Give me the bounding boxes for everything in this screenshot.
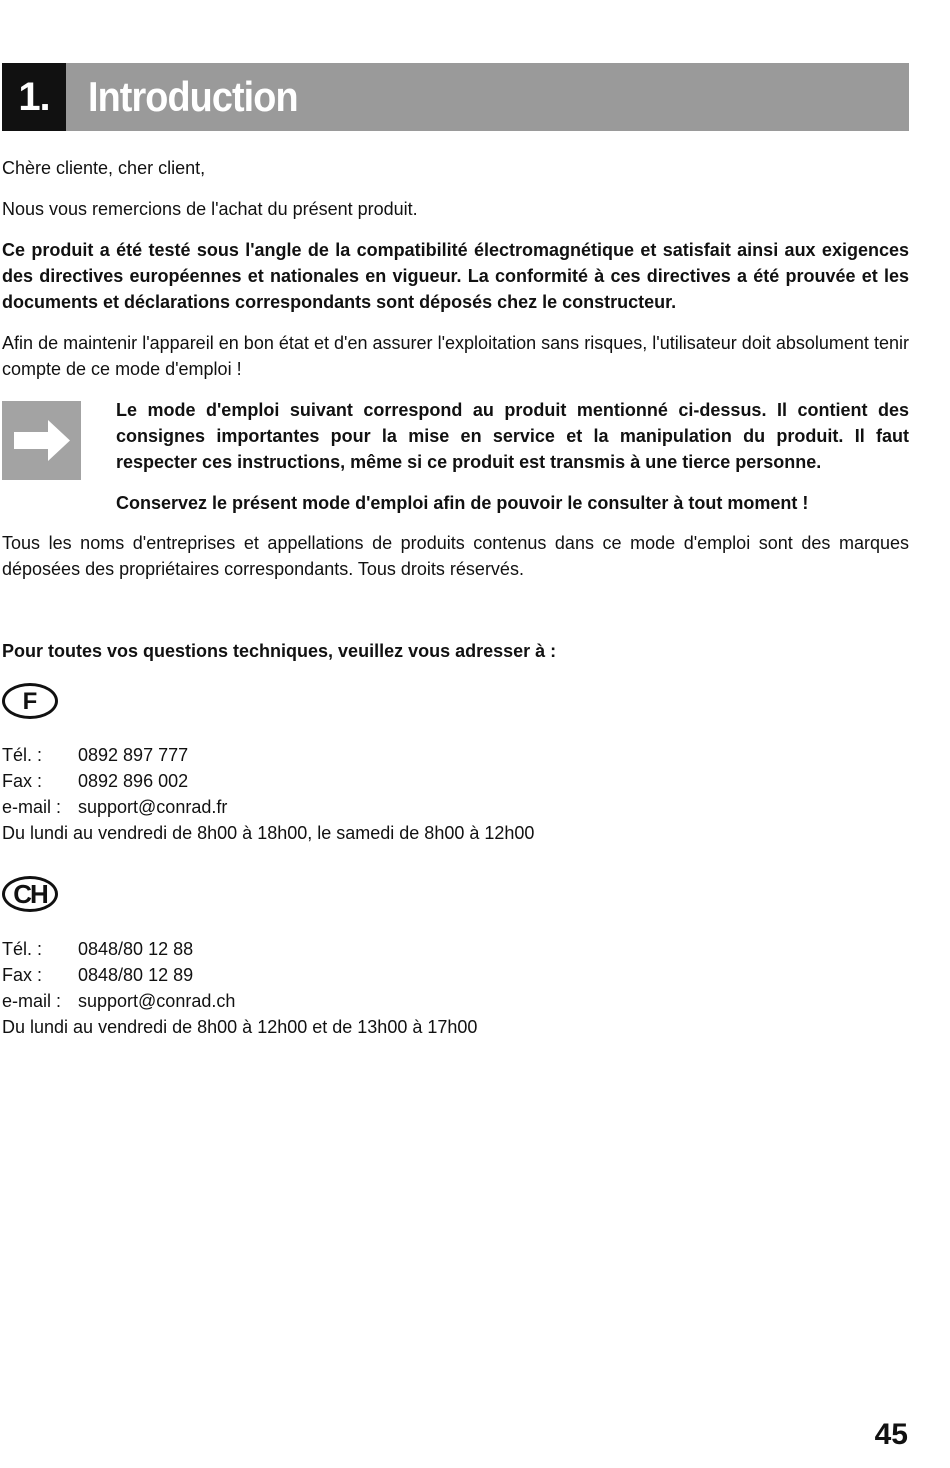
- trademarks-text: Tous les noms d'entreprises et appellations de produits contenus dans ce mode d'emploi sont des marques déposées des propriétaires correspondants. Tous droits réservés.: [2, 533, 909, 579]
- section-heading: [2, 63, 909, 131]
- fax-value: 0892 896 002: [78, 771, 189, 791]
- maintain-text: Afin de maintenir l'appareil en bon état et d'en assurer l'exploitation sans risques, l'utilisateur doit absolument tenir compte de ce mode d'emploi !: [2, 333, 909, 379]
- tel-value: 0848/80 12 88: [78, 939, 194, 959]
- email-value: support@conrad.fr: [78, 797, 228, 817]
- page-number: 45: [874, 1418, 908, 1451]
- hours-ch: Du lundi au vendredi de 8h00 à 12h00 et de 13h00 à 17h00: [2, 1017, 478, 1037]
- tel-label: Tél. :: [2, 939, 43, 959]
- fax-label: Fax :: [2, 771, 43, 791]
- compliance-text: Ce produit a été testé sous l'angle de la compatibilité électromagnétique et satisfait ainsi aux exigences des directives européennes et nationales en vigueur. La conformité à ces directives a été prouvée et les documents et déclarations correspondants sont déposés chez le constructeur.: [2, 240, 909, 312]
- email-value: support@conrad.ch: [78, 991, 236, 1011]
- country-badge-f: F: [2, 683, 58, 719]
- tel-value: 0892 897 777: [78, 745, 189, 765]
- country-badge-ch: CH: [2, 876, 58, 912]
- email-label: e-mail :: [2, 797, 62, 817]
- fax-row-ch: [2, 962, 193, 988]
- email-label: e-mail :: [2, 991, 62, 1011]
- arrow-right-icon: [2, 401, 81, 480]
- keep-manual-note: Conservez le présent mode d'emploi afin de pouvoir le consulter à tout moment !: [116, 493, 809, 513]
- email-row-f: [2, 794, 227, 820]
- fax-row-f: [2, 768, 188, 794]
- fax-value: 0848/80 12 89: [78, 965, 194, 985]
- fax-label: Fax :: [2, 965, 43, 985]
- hours-f: Du lundi au vendredi de 8h00 à 18h00, le samedi de 8h00 à 12h00: [2, 823, 535, 843]
- tel-row-f: [2, 742, 188, 768]
- thanks-text: Nous vous remercions de l'achat du présent produit.: [2, 199, 418, 219]
- important-note: Le mode d'emploi suivant correspond au produit mentionné ci-dessus. Il contient des consignes importantes pour la mise en service et la manipulation du produit. Il faut respecter ces instructions, même si ce produit est transmis à une tierce personne.: [116, 400, 909, 472]
- tel-row-ch: [2, 936, 193, 962]
- section-number: 1.: [2, 63, 66, 131]
- greeting-text: Chère cliente, cher client,: [2, 158, 206, 178]
- email-row-ch: [2, 988, 235, 1014]
- tel-label: Tél. :: [2, 745, 43, 765]
- support-heading: Pour toutes vos questions techniques, veuillez vous adresser à :: [2, 641, 557, 661]
- section-title: Introduction: [88, 73, 298, 120]
